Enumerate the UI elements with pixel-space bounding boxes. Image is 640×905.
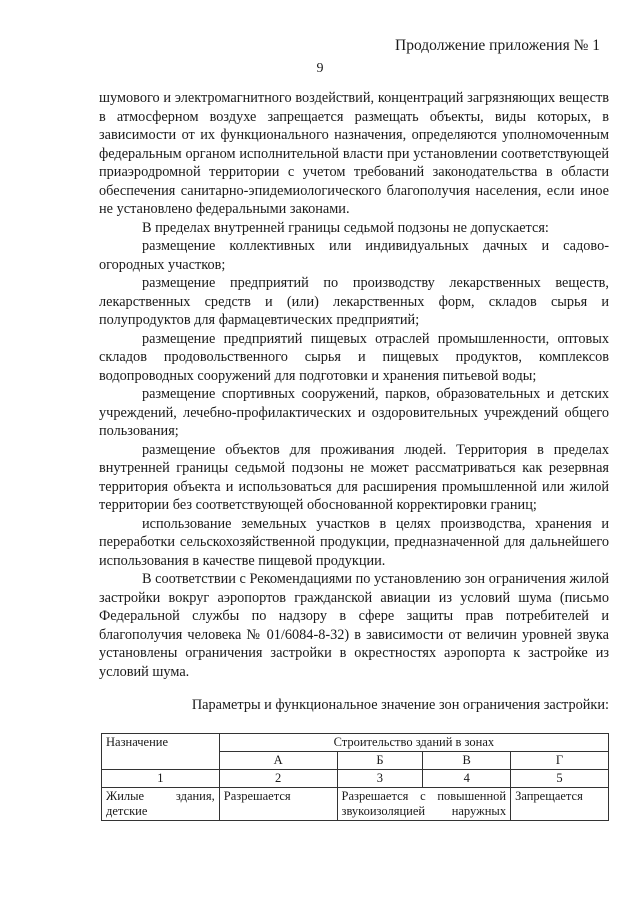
header-zone-a: А (219, 752, 337, 770)
column-number: 2 (219, 770, 337, 788)
list-item: размещение предприятий пищевых отраслей промышленности, оптовых складов продовольственного сырья и пищевых продуктов, комплексов водопроводных сооружений для подготовки и хранения питьевой воды; (99, 330, 609, 384)
column-number: 3 (337, 770, 423, 788)
paragraph: В соответствии с Рекомендациями по установлению зон ограничения жилой застройки вокруг аэропортов гражданской авиации из условий шума (письмо Федеральной службы по надзору в сфере защиты прав потребителей и благополучия человека № 01/6084-8-32) в зависимости от величин уровней звука установлены ограничения застройки в окрестностях аэропорта к застройке из условий шума. (99, 571, 609, 680)
list-item: размещение коллективных или индивидуальных дачных и садово-огородных участков; (99, 238, 609, 273)
table-header-row (102, 734, 609, 752)
paragraph: В пределах внутренней границы седьмой подзоны не допускается: (142, 219, 549, 236)
list-item: размещение предприятий по производству лекарственных веществ, лекарственных средств и (или) лекарственных форм, складов сырья и полупродуктов для фармацевтических предприятий; (99, 275, 609, 328)
header-assignment: Назначение (102, 734, 220, 770)
list-item: размещение объектов для проживания людей. Территория в пределах внутренней границы седьмой подзоны не может рассматриваться как резервная территория объекта и использоваться для расширения промышленной или жилой территории без соответствующей обоснованной корректировки границ; (99, 441, 609, 513)
cell-assignment: Жилые здания, детские (102, 788, 220, 821)
list-item: размещение спортивных сооружений, парков, образовательных и детских учреждений, лечебно-профилактических и оздоровительных учреждений общего пользования; (99, 386, 609, 439)
column-number: 1 (102, 770, 220, 788)
header-zone-b: Б (337, 752, 423, 770)
appendix-continuation-note: Продолжение приложения № 1 (395, 37, 600, 54)
table-caption: Параметры и функциональное значение зон ограничения застройки: (191, 697, 609, 713)
cell-zone-a: Разрешается (219, 788, 337, 821)
cell-zone-g: Запрещается (511, 788, 609, 821)
table-row (102, 788, 609, 821)
paragraph: шумового и электромагнитного воздействий, концентраций загрязняющих веществ в атмосферном воздухе запрещается размещать объекты, виды которых, в зависимости от их функционального назначения, определяются уполномоченным федеральным органом исполнительной власти при установлении соответствующей приаэродромной территории с учетом требований законодательства в области обеспечения санитарно-эпидемиологического благополучия населения, если иное не установлено федеральными законами. (99, 90, 609, 217)
header-zone-v: В (423, 752, 511, 770)
body-text (99, 89, 609, 681)
header-zone-g: Г (511, 752, 609, 770)
table-number-row (102, 770, 609, 788)
cell-zone-b-v: Разрешается с повышенной звукоизоляцией наружных (337, 788, 511, 821)
zone-restrictions-table (101, 733, 609, 821)
column-number: 5 (511, 770, 609, 788)
page-number: 9 (316, 61, 324, 76)
column-number: 4 (423, 770, 511, 788)
list-item: использование земельных участков в целях производства, хранения и переработки сельскохозяйственной продукции, предназначенной для дальнейшего использования в качестве пищевой продукции. (99, 515, 609, 569)
header-construction: Строительство зданий в зонах (219, 734, 608, 752)
